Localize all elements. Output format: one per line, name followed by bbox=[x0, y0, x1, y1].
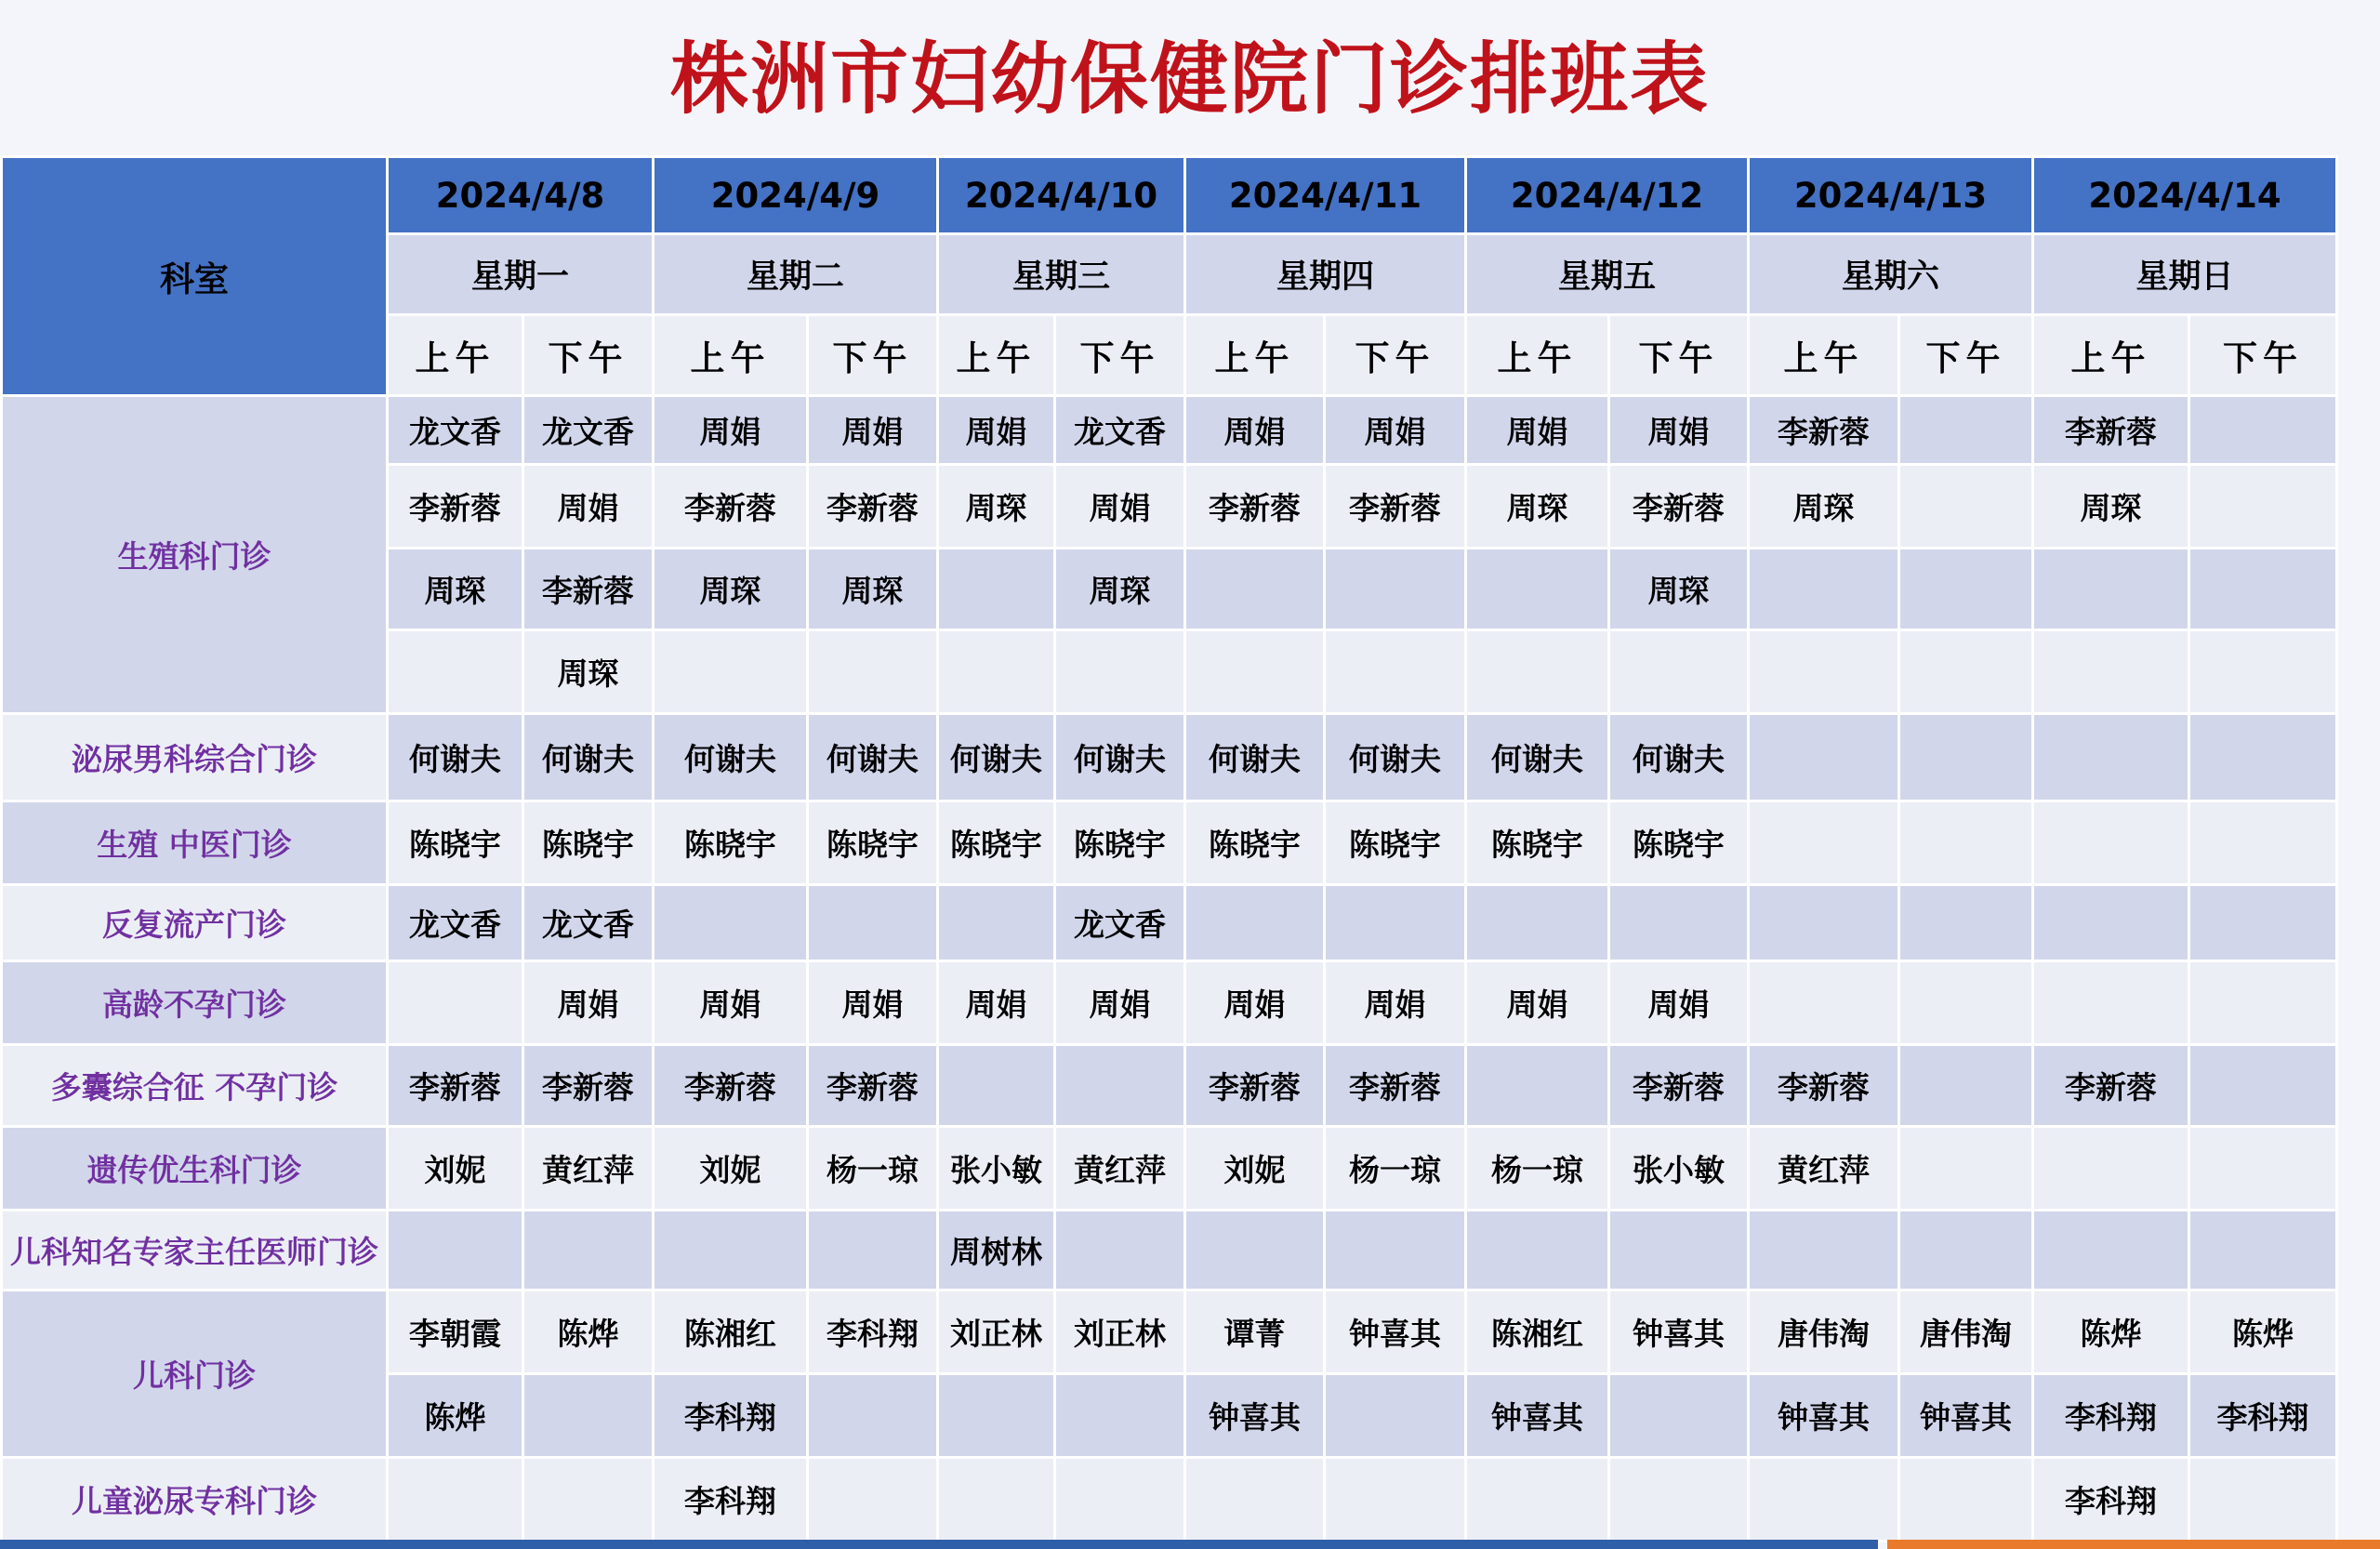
doctor-cell bbox=[2189, 630, 2337, 714]
doctor-cell: 龙文香 bbox=[1055, 396, 1185, 465]
doctor-cell bbox=[938, 549, 1055, 630]
doctor-cell: 李科翔 bbox=[2033, 1374, 2189, 1458]
doctor-cell: 唐伟淘 bbox=[1749, 1291, 1899, 1374]
doctor-cell: 黄红萍 bbox=[523, 1127, 654, 1211]
period-header: 下午 bbox=[808, 315, 938, 396]
doctor-cell bbox=[2189, 885, 2337, 961]
date-header: 2024/4/13 bbox=[1749, 157, 2033, 234]
doctor-cell bbox=[1749, 1211, 1899, 1291]
doctor-cell: 何谢夫 bbox=[523, 714, 654, 801]
doctor-cell: 李新蓉 bbox=[654, 465, 808, 549]
bottom-accent-bar bbox=[1887, 1540, 2380, 1549]
doctor-cell bbox=[654, 885, 808, 961]
doctor-cell: 唐伟淘 bbox=[1899, 1291, 2033, 1374]
doctor-cell bbox=[1466, 1458, 1609, 1542]
doctor-cell: 钟喜其 bbox=[1185, 1374, 1325, 1458]
schedule-row bbox=[2, 1458, 2337, 1542]
period-header: 下午 bbox=[1899, 315, 2033, 396]
department-name: 生殖科门诊 bbox=[2, 396, 388, 714]
doctor-cell: 刘妮 bbox=[388, 1127, 523, 1211]
doctor-cell bbox=[388, 961, 523, 1045]
doctor-cell: 李科翔 bbox=[808, 1291, 938, 1374]
doctor-cell: 周娟 bbox=[1325, 961, 1466, 1045]
doctor-cell bbox=[1899, 885, 2033, 961]
period-header: 上午 bbox=[388, 315, 523, 396]
doctor-cell bbox=[938, 1045, 1055, 1127]
dept-column-header: 科室 bbox=[2, 157, 388, 396]
doctor-cell bbox=[2189, 714, 2337, 801]
department-name: 多囊综合征 不孕门诊 bbox=[2, 1045, 388, 1127]
doctor-cell bbox=[1899, 1045, 2033, 1127]
doctor-cell: 周娟 bbox=[1325, 396, 1466, 465]
doctor-cell bbox=[2189, 961, 2337, 1045]
doctor-cell bbox=[388, 1211, 523, 1291]
doctor-cell: 陈晓宇 bbox=[388, 801, 523, 885]
doctor-cell: 陈晓宇 bbox=[1466, 801, 1609, 885]
doctor-cell: 龙文香 bbox=[523, 396, 654, 465]
doctor-cell bbox=[1609, 1458, 1749, 1542]
doctor-cell bbox=[1055, 1045, 1185, 1127]
doctor-cell: 李新蓉 bbox=[388, 1045, 523, 1127]
doctor-cell bbox=[1466, 1211, 1609, 1291]
schedule-row bbox=[2, 885, 2337, 961]
period-header: 上午 bbox=[1185, 315, 1325, 396]
doctor-cell bbox=[2033, 549, 2189, 630]
doctor-cell bbox=[1466, 549, 1609, 630]
department-name: 儿科知名专家主任医师门诊 bbox=[2, 1211, 388, 1291]
date-header: 2024/4/14 bbox=[2033, 157, 2337, 234]
schedule-row bbox=[2, 1291, 2337, 1374]
doctor-cell: 周娟 bbox=[808, 396, 938, 465]
period-header: 上午 bbox=[1466, 315, 1609, 396]
period-header: 下午 bbox=[523, 315, 654, 396]
schedule-row bbox=[2, 801, 2337, 885]
doctor-cell bbox=[2189, 396, 2337, 465]
doctor-cell: 周娟 bbox=[1609, 961, 1749, 1045]
doctor-cell: 张小敏 bbox=[1609, 1127, 1749, 1211]
doctor-cell bbox=[2189, 1127, 2337, 1211]
doctor-cell bbox=[2033, 714, 2189, 801]
doctor-cell bbox=[388, 630, 523, 714]
doctor-cell: 李新蓉 bbox=[523, 549, 654, 630]
doctor-cell: 陈湘红 bbox=[654, 1291, 808, 1374]
doctor-cell: 刘正林 bbox=[938, 1291, 1055, 1374]
date-header: 2024/4/11 bbox=[1185, 157, 1466, 234]
doctor-cell: 龙文香 bbox=[1055, 885, 1185, 961]
schedule-row bbox=[2, 1211, 2337, 1291]
doctor-cell bbox=[2033, 1127, 2189, 1211]
doctor-cell: 李新蓉 bbox=[1609, 1045, 1749, 1127]
doctor-cell bbox=[2189, 465, 2337, 549]
doctor-cell: 杨一琼 bbox=[1325, 1127, 1466, 1211]
doctor-cell bbox=[1749, 630, 1899, 714]
doctor-cell: 龙文香 bbox=[388, 885, 523, 961]
doctor-cell: 周娟 bbox=[1609, 396, 1749, 465]
doctor-cell: 陈晓宇 bbox=[1185, 801, 1325, 885]
doctor-cell: 李新蓉 bbox=[1749, 1045, 1899, 1127]
doctor-cell bbox=[2189, 549, 2337, 630]
doctor-cell: 杨一琼 bbox=[808, 1127, 938, 1211]
doctor-cell bbox=[523, 1374, 654, 1458]
doctor-cell: 黄红萍 bbox=[1749, 1127, 1899, 1211]
doctor-cell bbox=[1325, 630, 1466, 714]
weekday-header: 星期五 bbox=[1466, 234, 1749, 315]
date-header: 2024/4/10 bbox=[938, 157, 1185, 234]
doctor-cell: 杨一琼 bbox=[1466, 1127, 1609, 1211]
doctor-cell bbox=[1899, 1127, 2033, 1211]
doctor-cell bbox=[1609, 1211, 1749, 1291]
doctor-cell: 李新蓉 bbox=[808, 1045, 938, 1127]
doctor-cell: 李朝霞 bbox=[388, 1291, 523, 1374]
doctor-cell bbox=[2033, 630, 2189, 714]
period-header: 上午 bbox=[1749, 315, 1899, 396]
weekday-header: 星期三 bbox=[938, 234, 1185, 315]
doctor-cell: 周琛 bbox=[523, 630, 654, 714]
date-header: 2024/4/9 bbox=[654, 157, 938, 234]
doctor-cell: 李新蓉 bbox=[808, 465, 938, 549]
doctor-cell: 钟喜其 bbox=[1325, 1291, 1466, 1374]
department-name: 反复流产门诊 bbox=[2, 885, 388, 961]
doctor-cell bbox=[654, 630, 808, 714]
doctor-cell bbox=[1899, 630, 2033, 714]
doctor-cell: 何谢夫 bbox=[1055, 714, 1185, 801]
doctor-cell bbox=[938, 1374, 1055, 1458]
doctor-cell bbox=[1899, 714, 2033, 801]
doctor-cell bbox=[2033, 801, 2189, 885]
doctor-cell bbox=[1466, 630, 1609, 714]
doctor-cell bbox=[1325, 1458, 1466, 1542]
doctor-cell bbox=[2033, 961, 2189, 1045]
doctor-cell: 钟喜其 bbox=[1466, 1374, 1609, 1458]
schedule-row bbox=[2, 1045, 2337, 1127]
period-header: 上午 bbox=[938, 315, 1055, 396]
doctor-cell bbox=[2033, 885, 2189, 961]
doctor-cell: 李新蓉 bbox=[654, 1045, 808, 1127]
doctor-cell bbox=[808, 1374, 938, 1458]
doctor-cell bbox=[1325, 1211, 1466, 1291]
doctor-cell: 李新蓉 bbox=[388, 465, 523, 549]
doctor-cell bbox=[523, 1211, 654, 1291]
doctor-cell bbox=[808, 885, 938, 961]
doctor-cell: 李科翔 bbox=[2189, 1374, 2337, 1458]
doctor-cell bbox=[1055, 1374, 1185, 1458]
schedule-table bbox=[0, 155, 2338, 1542]
doctor-cell: 周娟 bbox=[938, 396, 1055, 465]
doctor-cell bbox=[1899, 1458, 2033, 1542]
period-header: 下午 bbox=[1609, 315, 1749, 396]
doctor-cell bbox=[938, 630, 1055, 714]
doctor-cell: 周树林 bbox=[938, 1211, 1055, 1291]
doctor-cell bbox=[1055, 1458, 1185, 1542]
doctor-cell: 周琛 bbox=[654, 549, 808, 630]
doctor-cell: 谭菁 bbox=[1185, 1291, 1325, 1374]
doctor-cell bbox=[1749, 1458, 1899, 1542]
doctor-cell bbox=[1609, 630, 1749, 714]
doctor-cell bbox=[2189, 801, 2337, 885]
date-header: 2024/4/12 bbox=[1466, 157, 1749, 234]
department-name: 泌尿男科综合门诊 bbox=[2, 714, 388, 801]
doctor-cell: 刘妮 bbox=[1185, 1127, 1325, 1211]
doctor-cell bbox=[1185, 885, 1325, 961]
doctor-cell bbox=[808, 1458, 938, 1542]
doctor-cell: 何谢夫 bbox=[1185, 714, 1325, 801]
doctor-cell bbox=[1749, 885, 1899, 961]
doctor-cell: 何谢夫 bbox=[1609, 714, 1749, 801]
weekday-header: 星期一 bbox=[388, 234, 654, 315]
doctor-cell: 何谢夫 bbox=[388, 714, 523, 801]
schedule-row bbox=[2, 961, 2337, 1045]
doctor-cell bbox=[2189, 1045, 2337, 1127]
department-name: 儿童泌尿专科门诊 bbox=[2, 1458, 388, 1542]
doctor-cell bbox=[1899, 801, 2033, 885]
department-name: 生殖 中医门诊 bbox=[2, 801, 388, 885]
page-title: 株洲市妇幼保健院门诊排班表 bbox=[669, 33, 1710, 125]
doctor-cell bbox=[938, 1458, 1055, 1542]
doctor-cell: 陈晓宇 bbox=[654, 801, 808, 885]
doctor-cell: 陈烨 bbox=[523, 1291, 654, 1374]
doctor-cell: 陈烨 bbox=[2033, 1291, 2189, 1374]
doctor-cell bbox=[1055, 630, 1185, 714]
doctor-cell: 李科翔 bbox=[654, 1458, 808, 1542]
weekday-header: 星期六 bbox=[1749, 234, 2033, 315]
doctor-cell bbox=[1185, 630, 1325, 714]
doctor-cell: 周娟 bbox=[1055, 465, 1185, 549]
doctor-cell: 周娟 bbox=[938, 961, 1055, 1045]
doctor-cell: 何谢夫 bbox=[1466, 714, 1609, 801]
doctor-cell: 陈烨 bbox=[388, 1374, 523, 1458]
doctor-cell: 陈晓宇 bbox=[938, 801, 1055, 885]
doctor-cell: 李新蓉 bbox=[1749, 396, 1899, 465]
doctor-cell: 陈晓宇 bbox=[1055, 801, 1185, 885]
doctor-cell bbox=[388, 1458, 523, 1542]
doctor-cell: 李新蓉 bbox=[2033, 1045, 2189, 1127]
weekday-header: 星期二 bbox=[654, 234, 938, 315]
doctor-cell: 李新蓉 bbox=[1185, 1045, 1325, 1127]
doctor-cell: 周娟 bbox=[1055, 961, 1185, 1045]
doctor-cell: 李新蓉 bbox=[1325, 465, 1466, 549]
schedule-row bbox=[2, 714, 2337, 801]
doctor-cell: 何谢夫 bbox=[1325, 714, 1466, 801]
doctor-cell: 钟喜其 bbox=[1899, 1374, 2033, 1458]
doctor-cell: 龙文香 bbox=[388, 396, 523, 465]
doctor-cell bbox=[1899, 465, 2033, 549]
doctor-cell bbox=[2033, 1211, 2189, 1291]
period-header: 下午 bbox=[2189, 315, 2337, 396]
doctor-cell: 李新蓉 bbox=[1325, 1045, 1466, 1127]
doctor-cell: 周琛 bbox=[1055, 549, 1185, 630]
doctor-cell bbox=[1055, 1211, 1185, 1291]
doctor-cell bbox=[1609, 1374, 1749, 1458]
doctor-cell: 李科翔 bbox=[2033, 1458, 2189, 1542]
doctor-cell: 陈晓宇 bbox=[1325, 801, 1466, 885]
doctor-cell bbox=[938, 885, 1055, 961]
doctor-cell: 何谢夫 bbox=[654, 714, 808, 801]
department-name: 遗传优生科门诊 bbox=[2, 1127, 388, 1211]
bottom-bar bbox=[0, 1540, 1878, 1549]
doctor-cell: 钟喜其 bbox=[1609, 1291, 1749, 1374]
doctor-cell bbox=[1185, 1211, 1325, 1291]
date-header: 2024/4/8 bbox=[388, 157, 654, 234]
doctor-cell: 周娟 bbox=[1466, 396, 1609, 465]
doctor-cell: 李新蓉 bbox=[523, 1045, 654, 1127]
doctor-cell bbox=[1609, 885, 1749, 961]
doctor-cell: 李新蓉 bbox=[1609, 465, 1749, 549]
schedule-row bbox=[2, 1127, 2337, 1211]
department-name: 高龄不孕门诊 bbox=[2, 961, 388, 1045]
doctor-cell: 周琛 bbox=[1609, 549, 1749, 630]
doctor-cell: 龙文香 bbox=[523, 885, 654, 961]
doctor-cell: 周娟 bbox=[1466, 961, 1609, 1045]
doctor-cell: 黄红萍 bbox=[1055, 1127, 1185, 1211]
doctor-cell bbox=[2189, 1458, 2337, 1542]
period-header: 上午 bbox=[654, 315, 808, 396]
doctor-cell bbox=[1325, 885, 1466, 961]
weekday-header: 星期四 bbox=[1185, 234, 1466, 315]
doctor-cell bbox=[1325, 549, 1466, 630]
doctor-cell bbox=[1749, 549, 1899, 630]
doctor-cell bbox=[1185, 549, 1325, 630]
doctor-cell bbox=[1899, 961, 2033, 1045]
doctor-cell bbox=[808, 1211, 938, 1291]
doctor-cell: 刘妮 bbox=[654, 1127, 808, 1211]
doctor-cell bbox=[523, 1458, 654, 1542]
doctor-cell: 周琛 bbox=[808, 549, 938, 630]
doctor-cell bbox=[1749, 961, 1899, 1045]
doctor-cell: 陈晓宇 bbox=[808, 801, 938, 885]
doctor-cell: 周娟 bbox=[654, 396, 808, 465]
doctor-cell: 周琛 bbox=[1466, 465, 1609, 549]
doctor-cell bbox=[1466, 1045, 1609, 1127]
doctor-cell bbox=[1899, 396, 2033, 465]
doctor-cell: 周娟 bbox=[1185, 961, 1325, 1045]
doctor-cell bbox=[808, 630, 938, 714]
doctor-cell: 李新蓉 bbox=[2033, 396, 2189, 465]
doctor-cell: 陈湘红 bbox=[1466, 1291, 1609, 1374]
doctor-cell: 李科翔 bbox=[654, 1374, 808, 1458]
doctor-cell: 刘正林 bbox=[1055, 1291, 1185, 1374]
doctor-cell bbox=[1749, 801, 1899, 885]
doctor-cell bbox=[1899, 1211, 2033, 1291]
doctor-cell: 何谢夫 bbox=[938, 714, 1055, 801]
doctor-cell: 李新蓉 bbox=[1185, 465, 1325, 549]
doctor-cell: 张小敏 bbox=[938, 1127, 1055, 1211]
doctor-cell: 钟喜其 bbox=[1749, 1374, 1899, 1458]
doctor-cell: 周琛 bbox=[938, 465, 1055, 549]
doctor-cell bbox=[654, 1211, 808, 1291]
doctor-cell: 陈烨 bbox=[2189, 1291, 2337, 1374]
doctor-cell: 周琛 bbox=[388, 549, 523, 630]
doctor-cell: 陈晓宇 bbox=[523, 801, 654, 885]
doctor-cell: 周娟 bbox=[1185, 396, 1325, 465]
period-header: 下午 bbox=[1325, 315, 1466, 396]
period-header: 下午 bbox=[1055, 315, 1185, 396]
weekday-header: 星期日 bbox=[2033, 234, 2337, 315]
doctor-cell bbox=[1899, 549, 2033, 630]
doctor-cell: 周娟 bbox=[523, 961, 654, 1045]
doctor-cell: 周琛 bbox=[1749, 465, 1899, 549]
doctor-cell: 周娟 bbox=[523, 465, 654, 549]
doctor-cell bbox=[1749, 714, 1899, 801]
doctor-cell bbox=[1325, 1374, 1466, 1458]
doctor-cell: 何谢夫 bbox=[808, 714, 938, 801]
doctor-cell bbox=[2189, 1211, 2337, 1291]
doctor-cell: 陈晓宇 bbox=[1609, 801, 1749, 885]
doctor-cell: 周娟 bbox=[654, 961, 808, 1045]
schedule-row bbox=[2, 396, 2337, 465]
period-header: 上午 bbox=[2033, 315, 2189, 396]
doctor-cell bbox=[1466, 885, 1609, 961]
department-name: 儿科门诊 bbox=[2, 1291, 388, 1458]
doctor-cell: 周娟 bbox=[808, 961, 938, 1045]
doctor-cell bbox=[1185, 1458, 1325, 1542]
doctor-cell: 周琛 bbox=[2033, 465, 2189, 549]
